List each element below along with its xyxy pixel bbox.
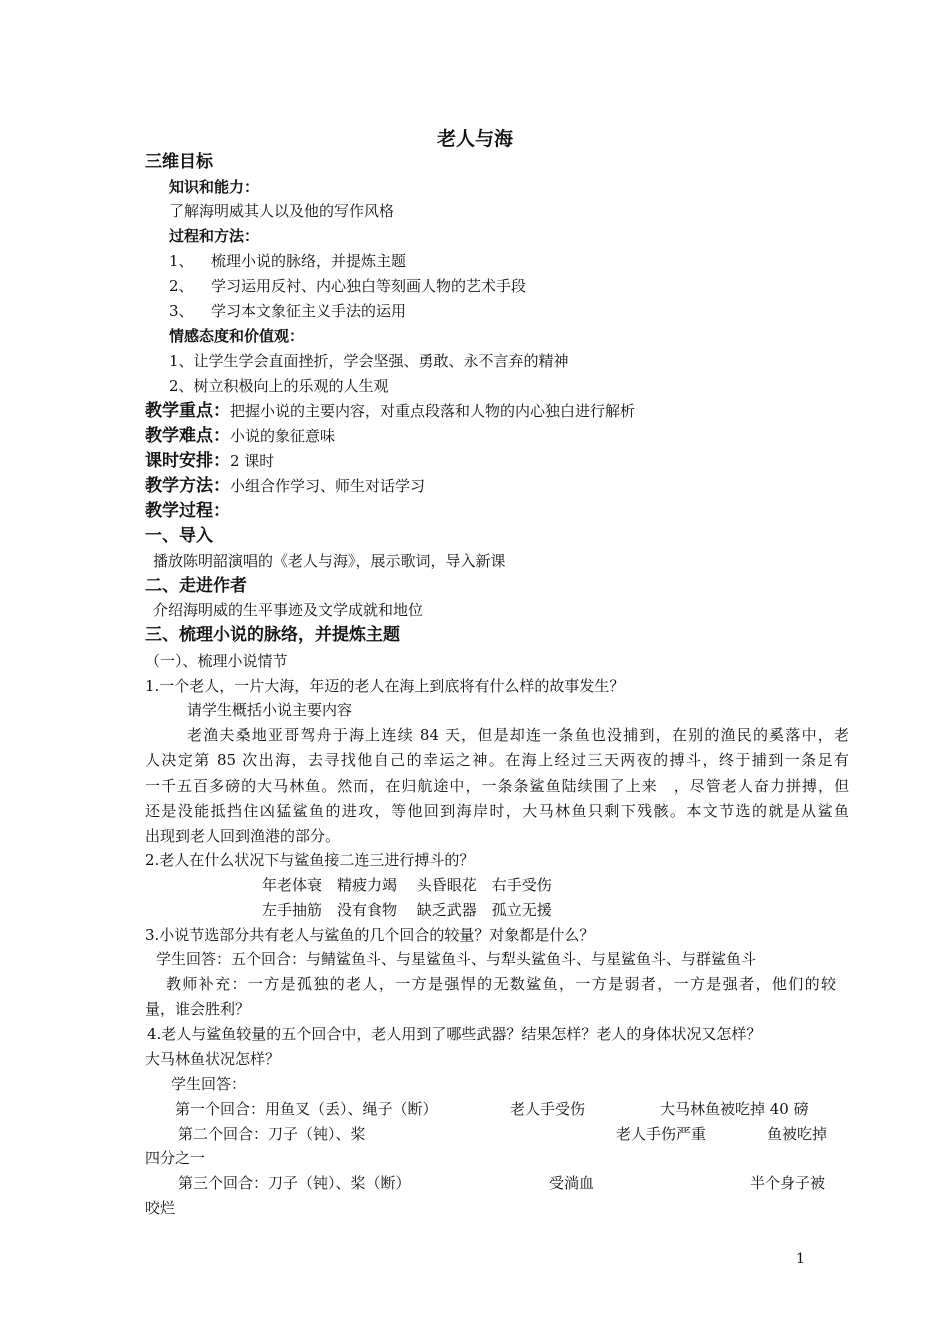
item-text: 梳理小说的脉络，并提炼主题 bbox=[211, 252, 407, 270]
process-item bbox=[169, 301, 406, 321]
section2-text: 介绍海明威的生平事迹及文学成就和地位 bbox=[153, 601, 424, 619]
round-weapon: 第三个回合：刀子（钝）、桨（断） bbox=[178, 1174, 411, 1192]
method-label: 教学方法： bbox=[145, 476, 230, 496]
emotion-item: 2、树立积极向上的乐观的人生观 bbox=[169, 377, 389, 395]
emotion-item: 1、让学生学会直面挫折，学会坚强、勇敢、永不言弃的精神 bbox=[169, 352, 569, 370]
section3-heading: 三、梳理小说的脉络，并提炼主题 bbox=[145, 625, 400, 645]
summary-line: 还是没能抵挡住凶猛鲨鱼的进攻，等他回到海岸时，大马林鱼只剩下残骸。本文节选的就是从鲨鱼 bbox=[145, 802, 849, 820]
question-4: 4.老人与鲨鱼较量的五个回合中，老人用到了哪些武器？结果怎样？老人的身体状况又怎样？ bbox=[147, 1025, 762, 1043]
round-body: 老人手受伤 bbox=[510, 1100, 586, 1118]
page-number: 1 bbox=[796, 1251, 805, 1267]
process-item bbox=[169, 276, 526, 296]
round-weapon: 第一个回合：用鱼叉（丢）、绳子（断） bbox=[175, 1100, 438, 1118]
item-text: 学习运用反衬、内心独白等刻画人物的艺术手段 bbox=[211, 277, 527, 295]
process-heading: 教学过程： bbox=[145, 501, 230, 521]
schedule-label: 课时安排： bbox=[145, 451, 230, 471]
knowledge-item: 了解海明威其人以及他的写作风格 bbox=[169, 202, 395, 220]
summary-line: 一千五百多磅的大马林鱼。然而，在归航途中，一条条鲨鱼陆续围了上来 ，尽管老人奋力拼搏，但 bbox=[145, 777, 849, 795]
round-fish-continued: 四分之一 bbox=[145, 1149, 206, 1167]
question-2: 2.老人在什么状况下与鲨鱼接二连三进行搏斗的？ bbox=[145, 851, 475, 869]
schedule-text: 2 课时 bbox=[230, 452, 275, 470]
round-fish-continued: 咬烂 bbox=[145, 1199, 176, 1217]
key-points-text: 把握小说的主要内容，对重点段落和人物的内心独白进行解析 bbox=[230, 402, 636, 420]
question-3-student-answer: 学生回答：五个回合：与鲭鲨鱼斗、与星鲨鱼斗、与犁头鲨鱼斗、与星鲨鱼斗、与群鲨鱼斗 bbox=[156, 950, 757, 968]
question-4: 大马林鱼状况怎样？ bbox=[145, 1050, 281, 1068]
round-body: 受淌血 bbox=[549, 1174, 595, 1192]
method-text: 小组合作学习、师生对话学习 bbox=[230, 477, 426, 495]
key-points bbox=[145, 401, 635, 421]
process-item bbox=[169, 251, 406, 271]
schedule bbox=[145, 451, 274, 471]
item-number: 2、 bbox=[169, 277, 194, 295]
emotion-label: 情感态度和价值观： bbox=[169, 327, 305, 345]
difficulty bbox=[145, 426, 335, 446]
question-3: 3.小说节选部分共有老人与鲨鱼的几个回合的较量？对象都是什么？ bbox=[145, 926, 595, 944]
round-fish: 鱼被吃掉 bbox=[767, 1125, 828, 1143]
item-text: 学习本文象征主义手法的运用 bbox=[211, 302, 407, 320]
question-1: 1.一个老人，一片大海，年迈的老人在海上到底将有什么样的故事发生？ bbox=[145, 677, 625, 695]
objectives-heading: 三维目标 bbox=[145, 152, 213, 172]
round-fish: 半个身子被 bbox=[750, 1174, 826, 1192]
round-body: 老人手伤严重 bbox=[616, 1125, 707, 1143]
key-points-label: 教学重点： bbox=[145, 401, 230, 421]
knowledge-label: 知识和能力： bbox=[169, 178, 260, 196]
question-3-teacher-note: 量，谁会胜利？ bbox=[145, 1000, 251, 1018]
summary-line: 出现到老人回到渔港的部分。 bbox=[145, 827, 341, 845]
document-title: 老人与海 bbox=[436, 128, 513, 150]
difficulty-text: 小说的象征意味 bbox=[230, 427, 336, 445]
question-4-student-answer: 学生回答： bbox=[171, 1075, 247, 1093]
item-number: 3、 bbox=[169, 302, 194, 320]
section2-heading: 二、走进作者 bbox=[145, 576, 247, 596]
question-3-teacher-note: 教师补充：一方是孤独的老人，一方是强悍的无数鲨鱼，一方是弱者，一方是强者，他们的较 bbox=[166, 975, 836, 993]
section1-heading: 一、导入 bbox=[145, 526, 213, 546]
question-2-answer: 左手抽筋 没有食物 缺乏武器 孤立无援 bbox=[262, 901, 552, 919]
method bbox=[145, 476, 425, 496]
process-label: 过程和方法： bbox=[169, 227, 260, 245]
item-number: 1、 bbox=[169, 252, 194, 270]
summary-line: 人决定第 85 次出海，去寻找他自己的幸运之神。在海上经过三天两夜的搏斗，终于捕到一条足有 bbox=[145, 751, 849, 769]
summary-line: 老渔夫桑地亚哥驾舟于海上连续 84 天，但是却连一条鱼也没捕到，在别的渔民的奚落中，老 bbox=[187, 726, 849, 744]
difficulty-label: 教学难点： bbox=[145, 426, 230, 446]
question-2-answer: 年老体衰 精疲力竭 头昏眼花 右手受伤 bbox=[262, 876, 552, 894]
round-fish: 大马林鱼被吃掉 40 磅 bbox=[660, 1100, 809, 1118]
section3-subheading: （一）、梳理小说情节 bbox=[145, 652, 288, 670]
section1-text: 播放陈明韶演唱的《老人与海》，展示歌词，导入新课 bbox=[153, 552, 506, 570]
question-1-instruction: 请学生概括小说主要内容 bbox=[187, 701, 353, 719]
round-weapon: 第二个回合：刀子（钝）、桨 bbox=[178, 1125, 366, 1143]
